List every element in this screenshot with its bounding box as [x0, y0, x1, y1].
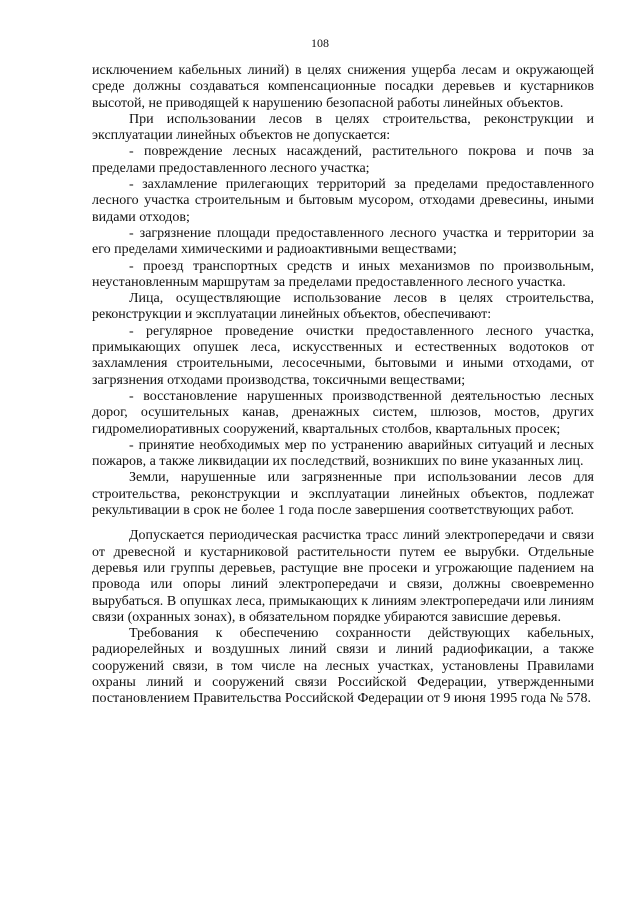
list-item-littering: - захламление прилегающих территорий за пределами предоставленного лесного участка строительным и бытовым мусором, отходами древесины, иными видами отходов; — [92, 177, 594, 225]
list-item-vehicle-passage: - проезд транспортных средств и иных механизмов по произвольным, неустановленным маршрутам за пределами предоставленного лесного участка. — [92, 258, 594, 290]
paragraph-continuation: исключением кабельных линий) в целях снижения ущерба лесам и окружающей среде должны создаваться компенсационные посадки деревьев и кустарников высотой, не приводящей к нарушению безопасной работы линейных объектов. — [92, 63, 594, 111]
paragraph-communication-lines: Требования к обеспечению сохранности действующих кабельных, радиорелейных и воздушных линий связи и линий радиофикации, а также сооружений связи, в том числе на лесных участках, установлены Правилами охраны линий и сооружений связи Российской Федерации, утвержденными постановлением Правительства Российской Федерации от 9 июня 1995 года № 578. — [92, 626, 594, 707]
paragraph-recultivation: Земли, нарушенные или загрязненные при использовании лесов для строительства, реконструкции и эксплуатации линейных объектов, подлежат рекультивации в срок не более 1 года после завершения соответствующих работ. — [92, 470, 594, 519]
list-item-emergency-measures: - принятие необходимых мер по устранению аварийных ситуаций и лесных пожаров, а также ликвидации их последствий, возникших по вине указанных лиц. — [92, 437, 594, 470]
list-item-restoration: - восстановление нарушенных производственной деятельностью лесных дорог, осушительных канав, дренажных систем, шлюзов, мостов, других гидромелиоративных сооружений, квартальных столбов, квартальных просек; — [92, 388, 594, 437]
page-number: 108 — [311, 36, 329, 50]
paragraph-clearing: Допускается периодическая расчистка трасс линий электропередачи и связи от древесной и кустарниковой растительности путем ее вырубки. Отдельные деревья или группы деревьев, растущие вне просеки и угрожающие падением на провода или опоры линий электропередачи и связи, должны своевременно вырубаться. В опушках леса, примыкающих к линиям электропередачи или линиям связи (охранных зонах), в обязательном порядке убираются зависшие деревья. — [92, 528, 594, 625]
paragraph-prohibitions-intro: При использовании лесов в целях строительства, реконструкции и эксплуатации линейных объектов не допускается: — [92, 111, 594, 144]
list-item-pollution: - загрязнение площади предоставленного лесного участка и территории за его пределами химическими и радиоактивными веществами; — [92, 225, 594, 258]
page-body — [92, 63, 594, 708]
paragraph-obligations-intro: Лица, осуществляющие использование лесов в целях строительства, реконструкции и эксплуатации линейных объектов, обеспечивают: — [92, 291, 594, 323]
list-item-damage: - повреждение лесных насаждений, растительного покрова и почв за пределами предоставленного лесного участка; — [92, 144, 594, 176]
list-item-cleaning: - регулярное проведение очистки предоставленного лесного участка, примыкающих опушек леса, искусственных и естественных водотоков от захламления строительными, лесосечными, бытовыми и иными отходами, от загрязнения отходами производства, токсичными веществами; — [92, 323, 594, 388]
